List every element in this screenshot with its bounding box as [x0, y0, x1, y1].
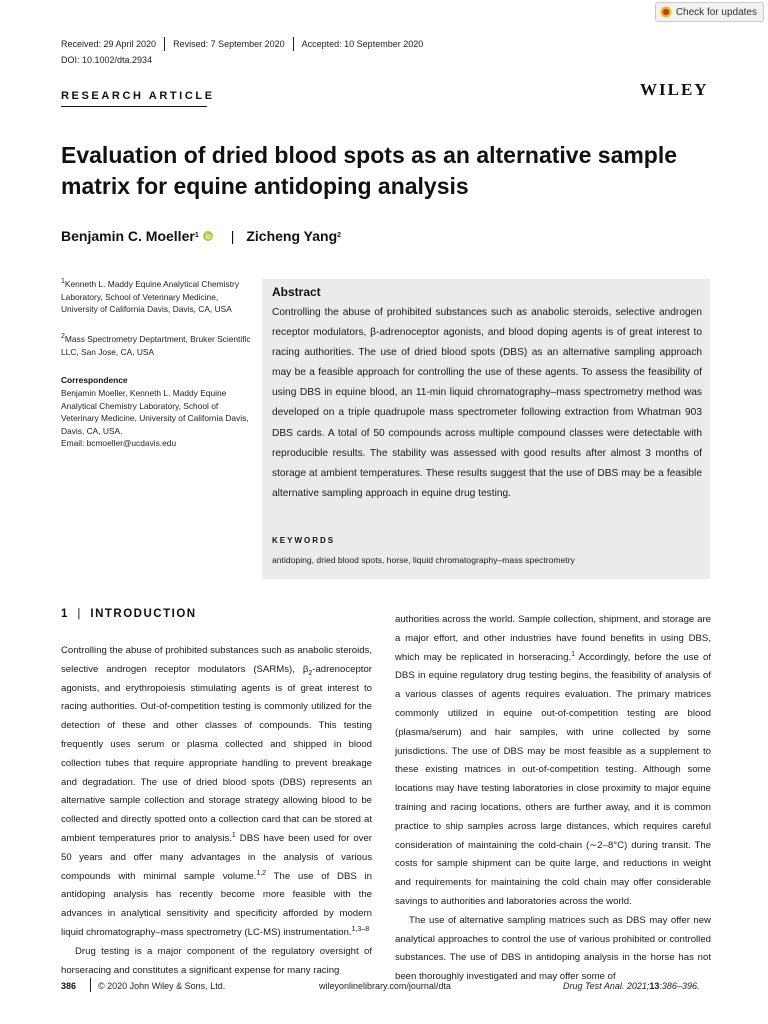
abstract-text: Controlling the abuse of prohibited substances such as anabolic steroids, selective androgen receptor modulators, β-adrenoceptor agonists, and blood doping agents is of great interest to racing authorities. The use of dried blood spots (DBS) as an alternative sampling approach may be a feasible approach for controlling the use of these agents. To assess the feasibility of using DBS in equine blood, an 11-min liquid chromatography–mass spectrometry method was developed on a triple quadrupole mass spectrometer following extraction from Whatman 903 DBS cards. A total of 50 compounds across multiple compound classes were detectable with reproducible results. The stability was assessed with good results after almost 3 months of storage at ambient temperatures. These results suggest that the use of DBS may be a feasible alternative sampling approach in equine drug testing.	[272, 307, 702, 499]
paragraph-text: The use of DBS in antidoping analysis has recently become more feasible with the advances in analytical sensitivity and specificity afforded by modern liquid chromatography–mass spectrometry (LC-MS) instrumentation.	[61, 870, 372, 938]
author-list: Benjamin C. Moeller 1 | Zicheng Yang 2	[61, 228, 342, 244]
journal-abbrev: Drug Test Anal.	[563, 981, 625, 991]
paragraph: The use of alternative sampling matrices such as DBS may offer new analytical approaches to control the use of various prohibited or controlled substances. The use of DBS in antidoping analysis in the horse has not been thoroughly investigated and may offer some of	[395, 914, 711, 983]
author-separator: |	[230, 228, 235, 244]
update-badge-icon	[660, 6, 672, 18]
article-type-underline	[61, 106, 207, 107]
affiliation	[61, 333, 253, 358]
received-date: Received: 29 April 2020	[61, 39, 157, 49]
citation-ref[interactable]: 1	[231, 831, 236, 839]
footer-divider	[90, 978, 91, 992]
keywords-heading: KEYWORDS	[272, 536, 336, 545]
paragraph-text: -adrenoceptor agonists, and erythropoiesis stimulating agents is of great interest to racing authorities. Out-of-competition testing is commonly utilized for the detection of these and other classes of compounds. This testing frequently uses serum or plasma collected and shipped in blood collection tubes that require appropriate handling to prevent breakage and degradation. The use of dried blood spots (DBS) represents an alternative sample collection and storage strategy allowing blood to be collected and directly spotted onto a collection card that can be stored at ambient temperatures prior to analysis.	[61, 663, 372, 844]
paragraph-text: authorities across the world. Sample collection, shipment, and storage are a major effort, and other industries have found benefits in using DBS, which may be replicated in horseracing.	[395, 614, 711, 663]
check-for-updates-label: Check for updates	[675, 6, 757, 18]
article-dates	[61, 37, 431, 51]
check-for-updates-button[interactable]	[655, 2, 764, 22]
body-column-left	[61, 642, 372, 980]
citation-volume: 13	[649, 981, 660, 991]
correspondence-details	[61, 387, 253, 450]
body-column-right	[395, 611, 711, 987]
paragraph-text: DBS have been used for over 50 years and offer many advantages in the analysis of various compounds with minimal sample volume.	[61, 832, 372, 882]
affiliation-text: Kenneth L. Maddy Equine Analytical Chemistry Laboratory, School of Veterinary Medicine, University of California Davis, Davis, CA, USA	[61, 279, 240, 315]
affiliation	[61, 278, 253, 316]
paragraph-text: Accordingly, before the use of DBS in equine regulatory drug testing begins, the feasibility of analysis of a various classes of agents requires evaluation. The primary matrices commonly utilized in equine out-of-competition testing are blood (plasma/serum) and hair samples, with urine collected by some jurisdictions. The use of DBS may be most feasible as a supplement to these existing matrices in out-of-competition testing. Although some locations may have testing laboratories in close proximity to major equine training and racing locations, others are further away, and it is common practice to ship samples across large distances, which requires careful consideration of maintaining the cold-chain (∼2–8°C) during transit. The costs for sample shipment can be quite large, and reductions in weight and requirements for maintaining the cold chain may offer considerable savings to authorities and laboratories across the world.	[395, 651, 711, 907]
citation-ref[interactable]: 1,3–8	[351, 925, 370, 933]
section-heading	[61, 608, 197, 620]
correspondence-address: Benjamin Moeller, Kenneth L. Maddy Equine Analytical Chemistry Laboratory, School of Veterinary Medicine, University of California Davis, Davis, CA, USA.	[61, 388, 249, 436]
revised-date: Revised: 7 September 2020	[164, 37, 293, 51]
publisher-logo: WILEY	[640, 80, 709, 99]
abstract-heading: Abstract	[272, 285, 321, 299]
page-number: 386	[61, 981, 77, 991]
doi[interactable]: DOI: 10.1002/dta.2934	[61, 55, 153, 65]
subscript: 2	[308, 669, 313, 677]
citation-year: 2021;	[624, 981, 650, 991]
article-title: Evaluation of dried blood spots as an alternative sample matrix for equine antidoping analysis	[61, 142, 678, 199]
citation-ref[interactable]: 1,2	[256, 869, 267, 877]
correspondence-email[interactable]: Email: bcmoeller@ucdavis.edu	[61, 438, 177, 449]
article-type: RESEARCH ARTICLE	[61, 90, 215, 102]
section-title: INTRODUCTION	[90, 608, 197, 620]
paragraph	[61, 642, 372, 943]
keywords-text: antidoping, dried blood spots, horse, liquid chromatography–mass spectrometry	[272, 555, 575, 565]
section-number: 1	[61, 608, 68, 620]
citation-line	[563, 981, 699, 991]
paragraph-text: Controlling the abuse of prohibited substances such as anabolic steroids, selective androgen receptor modulators (SARMs), β	[61, 645, 372, 675]
paragraph	[395, 611, 711, 912]
author-name[interactable]: Zicheng Yang	[246, 228, 338, 244]
accepted-date: Accepted: 10 September 2020	[293, 37, 432, 51]
affiliation-text: Mass Spectrometry Deptartment, Bruker Scientific LLC, San Jose, CA, USA	[61, 334, 251, 357]
paragraph: Drug testing is a major component of the regulatory oversight of horseracing and constitutes a significant expense for many racing	[61, 945, 372, 976]
correspondence-heading: Correspondence	[61, 375, 128, 385]
affiliation-mark: 2	[61, 333, 65, 341]
affiliation-mark: 1	[61, 278, 65, 286]
author-name[interactable]: Benjamin C. Moeller	[61, 228, 195, 244]
citation-ref[interactable]: 1	[571, 650, 576, 658]
section-separator: |	[77, 608, 81, 620]
orcid-icon[interactable]	[203, 231, 213, 241]
journal-url[interactable]: wileyonlinelibrary.com/journal/dta	[319, 981, 451, 991]
citation-pages: :386–396.	[659, 981, 700, 991]
copyright: © 2020 John Wiley & Sons, Ltd.	[98, 981, 226, 991]
